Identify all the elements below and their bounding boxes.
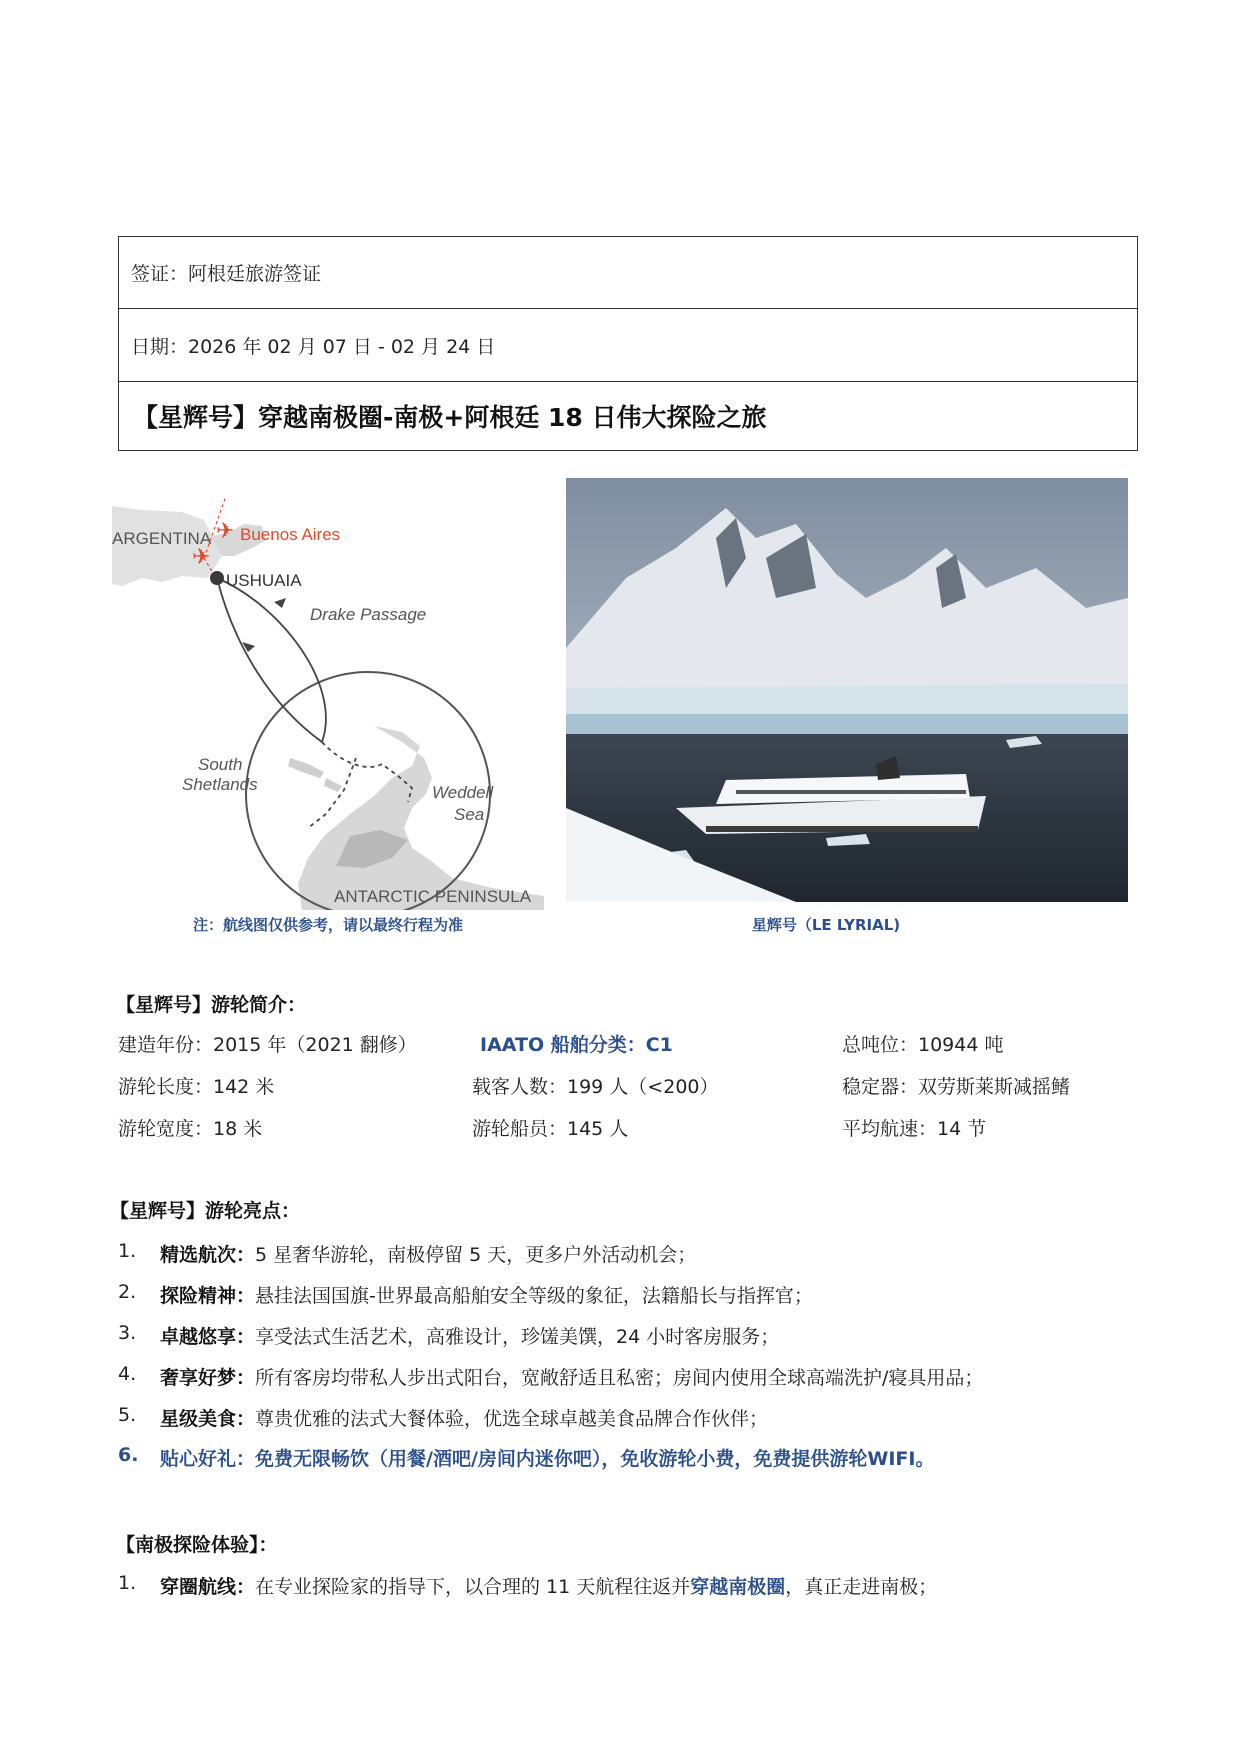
label-peninsula: ANTARCTIC PENINSULA [334, 887, 532, 906]
plane-icon-2: ✈ [192, 545, 211, 570]
info-table [118, 236, 1138, 451]
ship-waterline [706, 826, 978, 832]
spec-tonnage: 总吨位：10944 吨 [842, 1034, 1004, 1056]
route-north [217, 578, 326, 742]
photo-caption: 星辉号（LE LYRIAL) [751, 916, 901, 934]
spec-passengers: 载客人数：199 人（<200） [472, 1076, 719, 1098]
highlight-item: 3. 卓越悠享： 享受法式生活艺术，高雅设计，珍馐美馔，24 小时客房服务； [118, 1322, 780, 1348]
spec-iaato: IAATO 船舶分类：C1 [480, 1034, 673, 1056]
antarctic-title: 【南极探险体验】： [116, 1534, 278, 1556]
map-caption: 注：航线图仅供参考，请以最终行程为准 [192, 916, 463, 934]
label-drake: Drake Passage [310, 605, 427, 624]
spec-build-year: 建造年份：2015 年（2021 翻修） [118, 1034, 417, 1056]
spec-speed: 平均航速：14 节 [842, 1118, 987, 1140]
visa-row [119, 237, 1137, 309]
emphasis-cross-circle: 穿越南极圈 [690, 1576, 786, 1598]
highlights-title: 【星辉号】游轮亮点： [110, 1200, 301, 1222]
date-text: 日期：2026 年 02 月 07 日 - 02 月 24 日 [131, 335, 496, 358]
highlight-item: 1. 精选航次： 5 星奢华游轮，南极停留 5 天，更多户外活动机会； [118, 1240, 697, 1266]
date-row [119, 309, 1137, 382]
label-sea: Sea [454, 805, 485, 824]
spec-length: 游轮长度：142 米 [118, 1076, 275, 1098]
spec-width: 游轮宽度：18 米 [118, 1118, 263, 1140]
ship-photo [566, 478, 1128, 902]
spec-stabilizer: 稳定器：双劳斯莱斯减摇鳍 [842, 1076, 1071, 1098]
trip-title-row [119, 382, 1137, 450]
plane-icon-1: ✈ [216, 519, 235, 544]
label-weddell: Weddell [432, 783, 494, 802]
highlight-item: 4. 奢享好梦： 所有客房均带私人步出式阳台，宽敞舒适且私密；房间内使用全球高端洗护/寝具用品； [118, 1363, 984, 1389]
ship-windows [736, 790, 966, 794]
arrow-north [274, 598, 286, 608]
route-map [112, 496, 544, 910]
route-south [217, 578, 322, 742]
trip-title: 【星辉号】穿越南极圈-南极+阿根廷 18 日伟大探险之旅 [133, 403, 767, 432]
antarctic-item: 1. 穿圈航线： 在专业探险家的指导下，以合理的 11 天航程往返并 穿越南极圈 ，真正走进南极； [118, 1572, 938, 1598]
label-south: South [198, 755, 243, 774]
label-ushuaia: USHUAIA [226, 571, 302, 590]
ship-intro-title: 【星辉号】游轮简介： [116, 994, 307, 1016]
label-shetlands: Shetlands [182, 775, 258, 794]
highlight-item: 5. 星级美食： 尊贵优雅的法式大餐体验，优选全球卓越美食品牌合作伙伴； [118, 1404, 769, 1430]
shetland-islands [288, 758, 342, 792]
highlight-item: 2. 探险精神： 悬挂法国国旗-世界最高船舶安全等级的象征，法籍船长与指挥官； [118, 1281, 813, 1307]
ushuaia-dot [210, 571, 224, 585]
label-argentina: ARGENTINA [112, 529, 212, 548]
visa-text: 签证：阿根廷旅游签证 [131, 263, 322, 285]
highlight-item-gift: 6. 贴心好礼： 免费无限畅饮（用餐/酒吧/房间内迷你吧），免收游轮小费，免费提供游轮WIFI。 [118, 1444, 935, 1470]
label-buenos-aires: Buenos Aires [240, 525, 341, 544]
spec-crew: 游轮船员：145 人 [472, 1118, 629, 1140]
glacier-face [566, 714, 1128, 736]
